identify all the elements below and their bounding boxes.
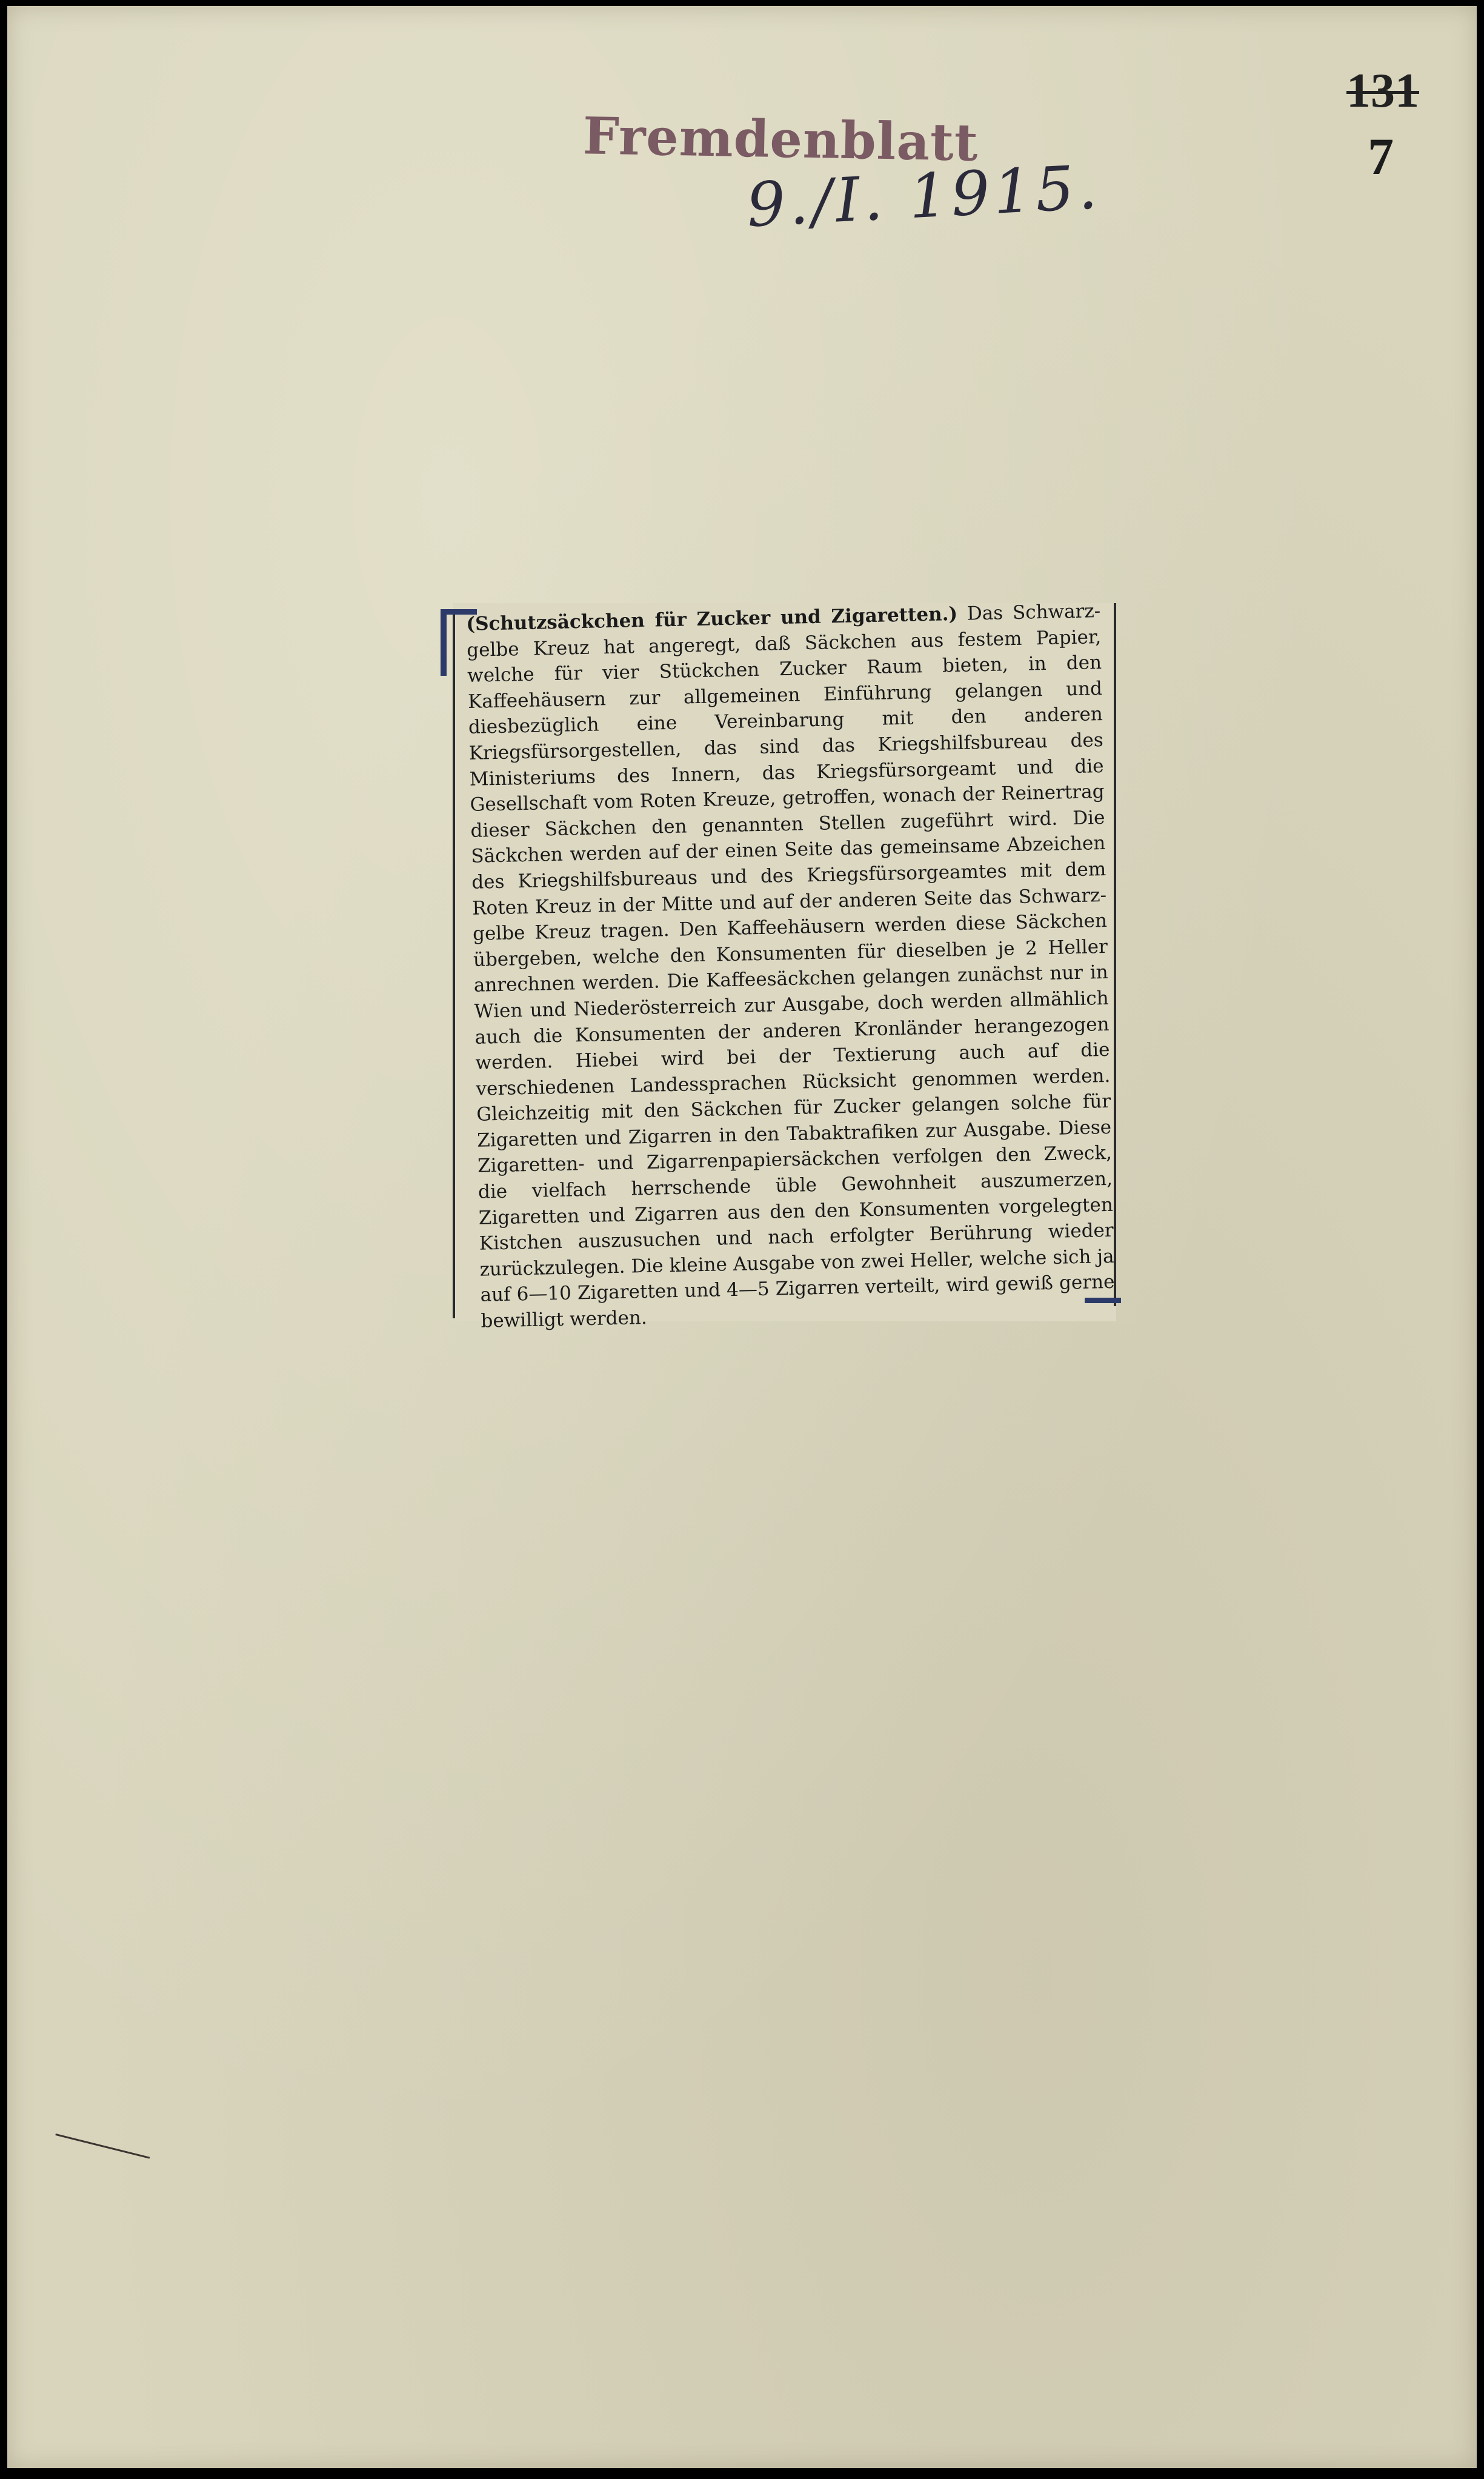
folio-number-crossed-out: 131 [1346, 64, 1419, 118]
pencil-bracket-mark [441, 609, 447, 676]
handwritten-date: 9./I. 1915. [745, 151, 1103, 241]
folio-number: 7 [1368, 127, 1394, 185]
document-page [7, 6, 1477, 2468]
article-body: Das Schwarz-gelbe Kreuz hat angeregt, daß Säckchen aus festem Papier, welche für vier Stückchen Zucker Raum bieten, in den Kaffeehäusern zur allgemeinen Einführung gelangen und diesbezüglich eine Vereinbarung mit den anderen Kriegsfürsorgestellen, das sind das Kriegshilfsbureau des Ministeriums des Innern, das Kriegsfürsorgeamt und die Gesellschaft vom Roten Kreuze, getroffen, wonach der Reinertrag dieser Säckchen den genannten Stellen zugeführt wird. Die Säckchen werden auf der einen Seite das gemeinsame Abzeichen des Kriegshilfsbureaus und des Kriegsfürsorgeamtes mit dem Roten Kreuz in der Mitte und auf der anderen Seite das Schwarz-gelbe Kreuz tragen. Den Kaffeehäusern werden diese Säckchen übergeben, welche den Konsumenten für dieselben je 2 Heller anrechnen werden. Die Kaffeesäckchen gelangen zunächst nur in Wien und Niederösterreich zur Ausgabe, doch werden allmählich auch die Konsumenten der anderen Kronländer herangezogen werden. Hiebei wird bei der Textierung auch auf die verschiedenen Landessprachen Rücksicht genommen werden. Gleichzeitig mit den Säckchen für Zucker gelangen solche für Zigaretten und Zigarren in den Tabaktrafiken zur Ausgabe. Diese Zigaretten- und Zigarrenpapiersäckchen verfolgen den Zweck, die vielfach herrschende üble Gewohnheit auszumerzen, Zigaretten und Zigarren aus den den Konsumenten vorgelegten Kistchen auszusuchen und nach erfolgter Berührung wieder zurückzulegen. Die kleine Ausgabe von zwei Heller, welche sich ja auf 6—10 Zigaretten und 4—5 Zigarren verteilt, wird gewiß gerne bewilligt werden. [466, 600, 1115, 1332]
clipping-right-edge [1114, 603, 1116, 1306]
paper-tear-mark [50, 2134, 150, 2182]
newspaper-stamp: Fremdenblatt [582, 105, 979, 173]
newspaper-clipping [453, 600, 1116, 1332]
clipping-article [466, 598, 1116, 1334]
article-heading: (Schutzsäckchen für Zucker und Zigaretten.) [466, 603, 958, 635]
clipping-left-edge [453, 612, 455, 1318]
